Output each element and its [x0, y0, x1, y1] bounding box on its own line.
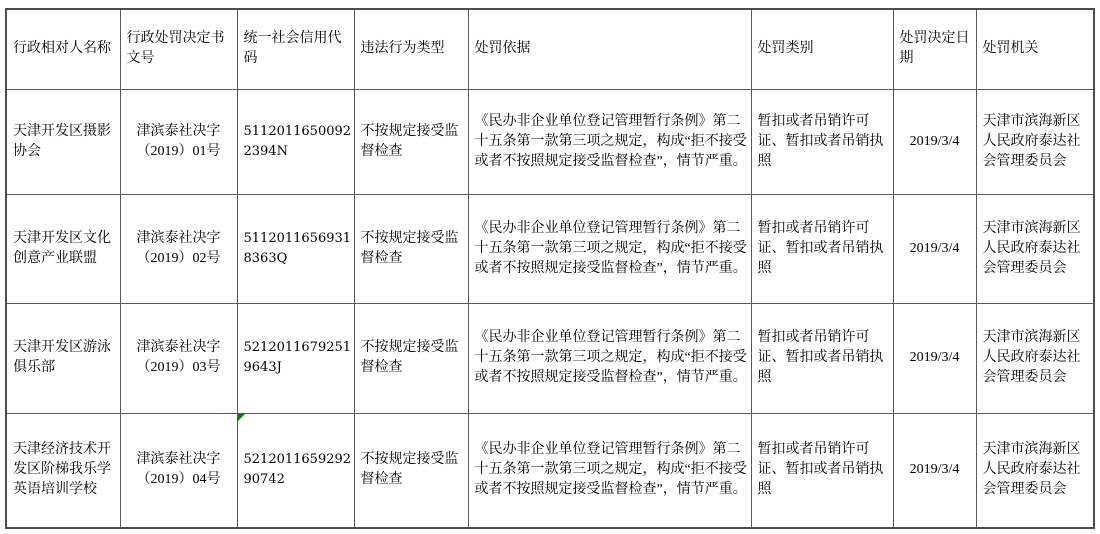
col-header-violation-type: 违法行为类型 — [354, 9, 468, 89]
table-row — [6, 194, 1094, 303]
cell-decision-date: 2019/3/4 — [893, 194, 976, 303]
credit-code-text: 521201165929290742 — [243, 452, 352, 488]
cell-decision-date: 2019/3/4 — [893, 89, 976, 194]
cell-decision-date: 2019/3/4 — [893, 413, 976, 528]
cell-doc-no: 津滨泰社决字（2019）02号 — [120, 194, 237, 303]
cell-violation-type: 不按规定接受监督检查 — [354, 413, 468, 528]
col-header-credit-code: 统一社会信用代码 — [237, 9, 354, 89]
cell-penalty-authority: 天津市滨海新区人民政府泰达社会管理委员会 — [976, 413, 1094, 528]
col-header-decision-date: 处罚决定日期 — [893, 9, 976, 89]
cell-penalty-authority: 天津市滨海新区人民政府泰达社会管理委员会 — [976, 89, 1094, 194]
excel-error-flag-icon — [238, 414, 245, 421]
cell-doc-no: 津滨泰社决字（2019）03号 — [120, 303, 237, 413]
cell-name: 天津开发区游泳俱乐部 — [6, 303, 120, 413]
cell-doc-no: 津滨泰社决字（2019）04号 — [120, 413, 237, 528]
cell-penalty-category: 暂扣或者吊销许可证、暂扣或者吊销执照 — [751, 413, 893, 528]
cell-violation-type: 不按规定接受监督检查 — [354, 303, 468, 413]
col-header-penalty-authority: 处罚机关 — [976, 9, 1094, 89]
cell-credit-code: 51120116500922394N — [237, 89, 354, 194]
table-row — [6, 89, 1094, 194]
cell-name: 天津开发区文化创意产业联盟 — [6, 194, 120, 303]
cell-penalty-basis: 《民办非企业单位登记管理暂行条例》第二十五条第一款第三项之规定，构成“拒不接受或者不按照规定接受监督检查”，情节严重。 — [468, 303, 751, 413]
cell-penalty-authority: 天津市滨海新区人民政府泰达社会管理委员会 — [976, 194, 1094, 303]
cell-violation-type: 不按规定接受监督检查 — [354, 194, 468, 303]
cell-name: 天津经济技术开发区阶梯我乐学英语培训学校 — [6, 413, 120, 528]
penalty-table — [5, 8, 1095, 529]
col-header-penalty-category: 处罚类别 — [751, 9, 893, 89]
cell-credit-code: 52120116792519643J — [237, 303, 354, 413]
col-header-doc-no: 行政处罚决定书文号 — [120, 9, 237, 89]
col-header-name: 行政相对人名称 — [6, 9, 120, 89]
header-row — [6, 9, 1094, 89]
cell-decision-date: 2019/3/4 — [893, 303, 976, 413]
cell-credit-code: 51120116569318363Q — [237, 194, 354, 303]
cell-name: 天津开发区摄影协会 — [6, 89, 120, 194]
cell-penalty-category: 暂扣或者吊销许可证、暂扣或者吊销执照 — [751, 194, 893, 303]
table-row — [6, 303, 1094, 413]
cell-penalty-category: 暂扣或者吊销许可证、暂扣或者吊销执照 — [751, 303, 893, 413]
cell-penalty-basis: 《民办非企业单位登记管理暂行条例》第二十五条第一款第三项之规定，构成“拒不接受或者不按照规定接受监督检查”，情节严重。 — [468, 89, 751, 194]
cell-credit-code — [237, 413, 354, 528]
cell-violation-type: 不按规定接受监督检查 — [354, 89, 468, 194]
cell-penalty-basis: 《民办非企业单位登记管理暂行条例》第二十五条第一款第三项之规定，构成“拒不接受或者不按照规定接受监督检查”，情节严重。 — [468, 194, 751, 303]
cell-penalty-basis: 《民办非企业单位登记管理暂行条例》第二十五条第一款第三项之规定，构成“拒不接受或者不按照规定接受监督检查”，情节严重。 — [468, 413, 751, 528]
cell-penalty-category: 暂扣或者吊销许可证、暂扣或者吊销执照 — [751, 89, 893, 194]
col-header-penalty-basis: 处罚依据 — [468, 9, 751, 89]
cell-doc-no: 津滨泰社决字（2019）01号 — [120, 89, 237, 194]
cell-penalty-authority: 天津市滨海新区人民政府泰达社会管理委员会 — [976, 303, 1094, 413]
spreadsheet-area — [5, 8, 1095, 529]
table-row — [6, 413, 1094, 528]
